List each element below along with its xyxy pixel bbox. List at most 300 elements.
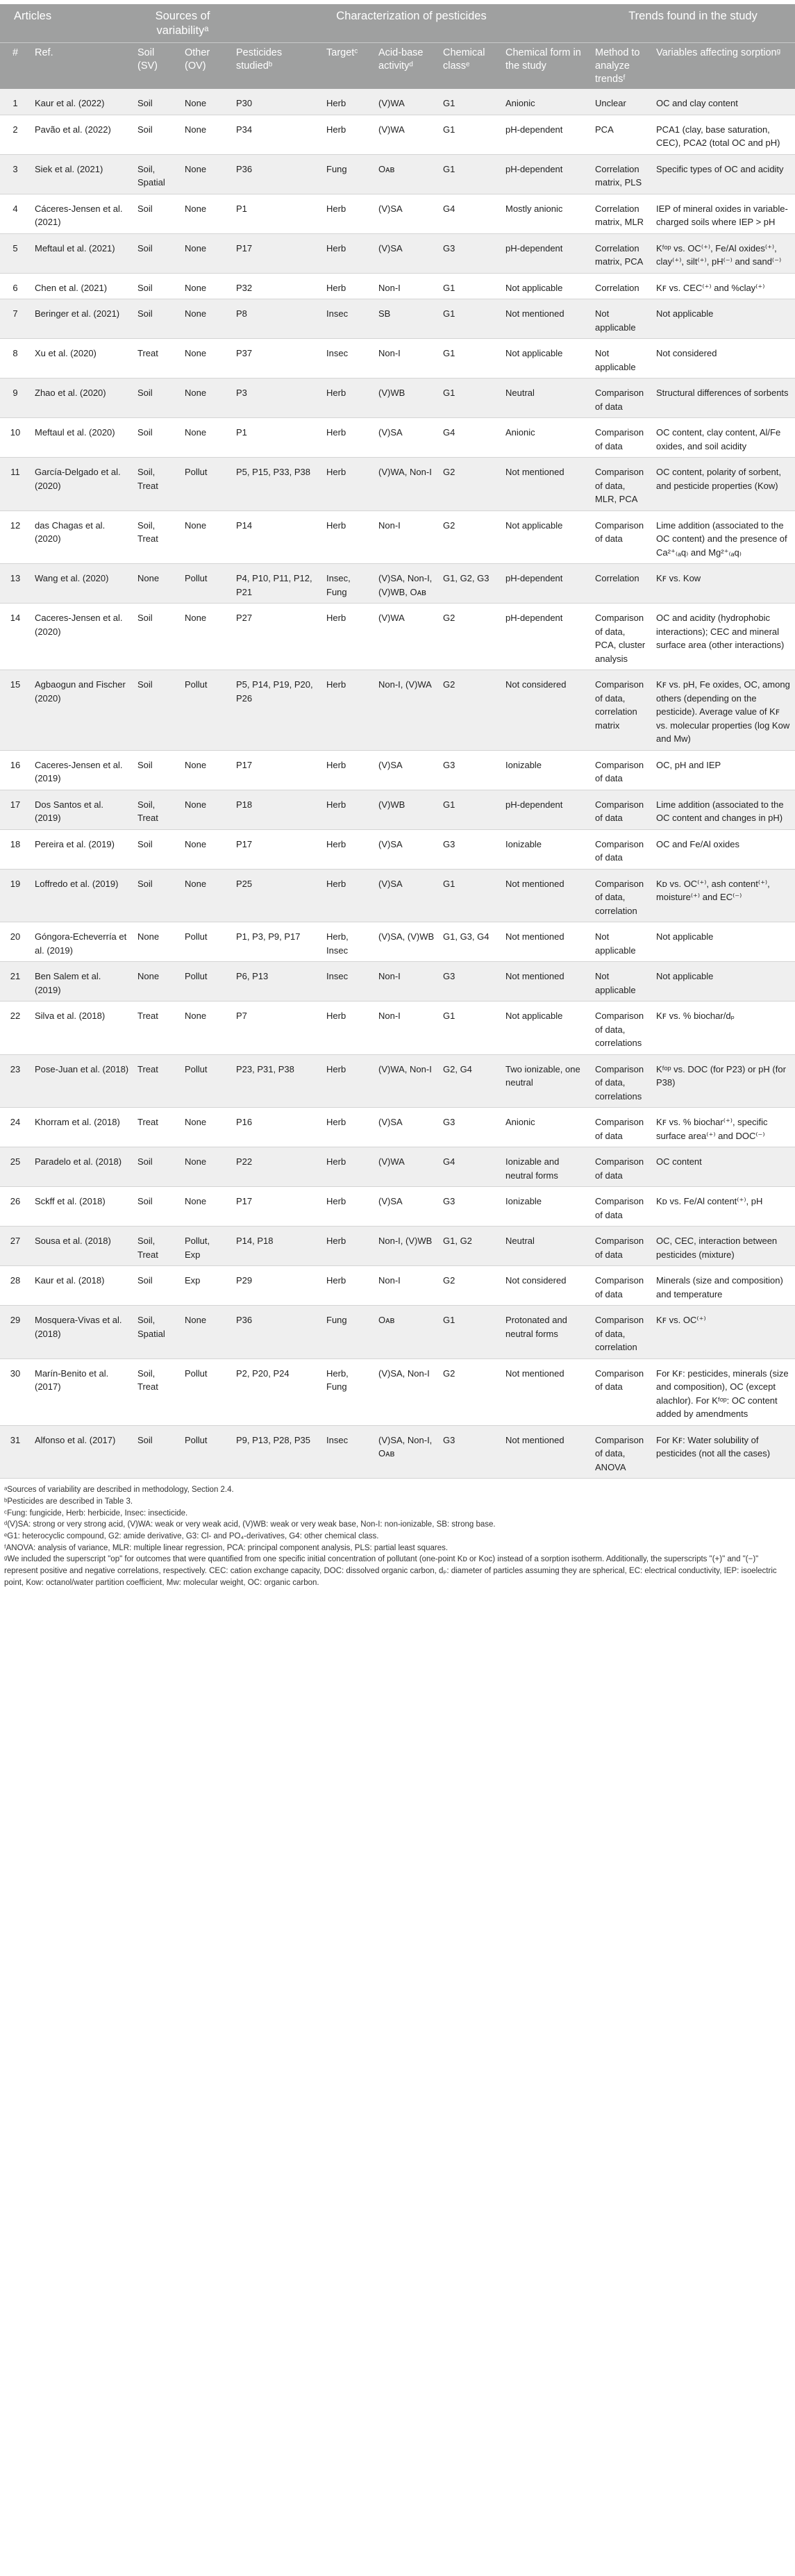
cell-soil: Soil bbox=[133, 829, 181, 869]
cell-chemical-form: pH-dependent bbox=[501, 115, 591, 154]
cell-ref: Kaur et al. (2018) bbox=[31, 1266, 133, 1306]
cell-soil: Soil bbox=[133, 194, 181, 233]
footnote: ᵉG1: heterocyclic compound, G2: amide derivative, G3: Cl- and PO₄-derivatives, G4: other chemical class. bbox=[4, 1532, 379, 1541]
cell-pesticides: P14 bbox=[232, 510, 322, 564]
cell-soil: Soil bbox=[133, 1187, 181, 1227]
cell-method: Comparison of data, ANOVA bbox=[591, 1425, 652, 1479]
cell-variables: Kᶠᵒᵖ vs. OC⁽⁺⁾, Fe/Al oxides⁽⁺⁾, clay⁽⁺⁾, silt⁽⁺⁾, pH⁽⁻⁾ and sand⁽⁻⁾ bbox=[652, 233, 795, 273]
cell-chemical-class: G1 bbox=[439, 299, 501, 339]
cell-variables: Kꜰ vs. CEC⁽⁺⁾ and %clay⁽⁺⁾ bbox=[652, 273, 795, 299]
cell-acid-base: (V)WB bbox=[374, 790, 439, 829]
cell-number: 2 bbox=[0, 115, 31, 154]
cell-chemical-form: Not mentioned bbox=[501, 922, 591, 962]
cell-method: Not applicable bbox=[591, 962, 652, 1002]
col-chemical-form: Chemical form in the study bbox=[501, 42, 591, 89]
header-group-row bbox=[0, 4, 795, 42]
cell-variables: Structural differences of sorbents bbox=[652, 379, 795, 418]
cell-soil: Soil, Treat bbox=[133, 1358, 181, 1425]
cell-other: None bbox=[181, 154, 232, 194]
cell-acid-base: Non-I bbox=[374, 510, 439, 564]
cell-soil: Soil bbox=[133, 299, 181, 339]
cell-acid-base: Oᴀʙ bbox=[374, 1306, 439, 1359]
cell-ref: Khorram et al. (2018) bbox=[31, 1108, 133, 1147]
table-row bbox=[0, 510, 795, 564]
cell-number: 29 bbox=[0, 1306, 31, 1359]
cell-variables: OC, CEC, interaction between pesticides (mixture) bbox=[652, 1227, 795, 1266]
cell-target: Herb bbox=[322, 1054, 374, 1108]
cell-other: None bbox=[181, 604, 232, 670]
table-row bbox=[0, 339, 795, 379]
cell-variables: Lime addition (associated to the OC content) and the presence of Ca²⁺₍ₐq₎ and Mg²⁺₍ₐq₎ bbox=[652, 510, 795, 564]
cell-other: None bbox=[181, 115, 232, 154]
cell-acid-base: (V)SA bbox=[374, 750, 439, 790]
cell-soil: Soil bbox=[133, 115, 181, 154]
cell-method: Correlation bbox=[591, 273, 652, 299]
cell-acid-base: (V)SA bbox=[374, 194, 439, 233]
cell-variables: Kꜰ vs. % biochar/dₚ bbox=[652, 1002, 795, 1055]
cell-variables: Kꜰ vs. Kᴏᴡ bbox=[652, 564, 795, 604]
cell-pesticides: P32 bbox=[232, 273, 322, 299]
table-row bbox=[0, 1054, 795, 1108]
cell-pesticides: P22 bbox=[232, 1147, 322, 1187]
cell-acid-base: Non-I bbox=[374, 273, 439, 299]
cell-chemical-form: Not considered bbox=[501, 670, 591, 751]
cell-acid-base: (V)WA bbox=[374, 1147, 439, 1187]
cell-soil: Treat bbox=[133, 1108, 181, 1147]
cell-method: Not applicable bbox=[591, 339, 652, 379]
cell-variables: Kᴅ vs. OC⁽⁺⁾, ash content⁽⁺⁾, moisture⁽⁺⁾ and EC⁽⁻⁾ bbox=[652, 869, 795, 922]
cell-acid-base: (V)SA bbox=[374, 829, 439, 869]
cell-number: 10 bbox=[0, 418, 31, 458]
cell-soil: Treat bbox=[133, 1002, 181, 1055]
cell-other: Pollut bbox=[181, 1425, 232, 1479]
cell-pesticides: P36 bbox=[232, 1306, 322, 1359]
cell-ref: das Chagas et al. (2020) bbox=[31, 510, 133, 564]
cell-variables: For Kꜰ: Water solubility of pesticides (not all the cases) bbox=[652, 1425, 795, 1479]
col-soil: Soil (SV) bbox=[133, 42, 181, 89]
cell-ref: Marín-Benito et al. (2017) bbox=[31, 1358, 133, 1425]
cell-chemical-form: Protonated and neutral forms bbox=[501, 1306, 591, 1359]
cell-acid-base: Non-I bbox=[374, 962, 439, 1002]
cell-acid-base: (V)WB bbox=[374, 379, 439, 418]
group-articles: Articles bbox=[0, 4, 133, 42]
cell-variables: Kᴅ vs. Fe/Al content⁽⁺⁾, pH bbox=[652, 1187, 795, 1227]
cell-soil: Soil, Spatial bbox=[133, 1306, 181, 1359]
cell-target: Insec bbox=[322, 1425, 374, 1479]
cell-chemical-class: G3 bbox=[439, 750, 501, 790]
cell-other: None bbox=[181, 750, 232, 790]
cell-ref: Meftaul et al. (2021) bbox=[31, 233, 133, 273]
cell-target: Herb bbox=[322, 115, 374, 154]
cell-pesticides: P3 bbox=[232, 379, 322, 418]
col-other: Other (OV) bbox=[181, 42, 232, 89]
cell-soil: Soil bbox=[133, 1425, 181, 1479]
cell-pesticides: P17 bbox=[232, 1187, 322, 1227]
table-row bbox=[0, 1266, 795, 1306]
cell-soil: None bbox=[133, 564, 181, 604]
cell-other: None bbox=[181, 89, 232, 115]
cell-acid-base: (V)WA bbox=[374, 115, 439, 154]
cell-pesticides: P18 bbox=[232, 790, 322, 829]
cell-ref: Ben Salem et al. (2019) bbox=[31, 962, 133, 1002]
table-row bbox=[0, 194, 795, 233]
cell-ref: Beringer et al. (2021) bbox=[31, 299, 133, 339]
cell-method: Not applicable bbox=[591, 299, 652, 339]
cell-chemical-class: G1, G2 bbox=[439, 1227, 501, 1266]
table-row bbox=[0, 1147, 795, 1187]
cell-variables: Lime addition (associated to the OC content and changes in pH) bbox=[652, 790, 795, 829]
cell-ref: Dos Santos et al. (2019) bbox=[31, 790, 133, 829]
table-row bbox=[0, 604, 795, 670]
cell-method: Comparison of data bbox=[591, 379, 652, 418]
cell-acid-base: Non-I bbox=[374, 1002, 439, 1055]
cell-pesticides: P9, P13, P28, P35 bbox=[232, 1425, 322, 1479]
cell-soil: Soil bbox=[133, 233, 181, 273]
cell-acid-base: SB bbox=[374, 299, 439, 339]
cell-ref: Silva et al. (2018) bbox=[31, 1002, 133, 1055]
table-row bbox=[0, 1227, 795, 1266]
cell-soil: Soil, Spatial bbox=[133, 154, 181, 194]
cell-chemical-class: G3 bbox=[439, 233, 501, 273]
cell-ref: Agbaogun and Fischer (2020) bbox=[31, 670, 133, 751]
cell-method: Comparison of data bbox=[591, 510, 652, 564]
cell-chemical-class: G3 bbox=[439, 1425, 501, 1479]
footnote: ᵃSources of variability are described in methodology, Section 2.4. bbox=[4, 1486, 234, 1495]
cell-pesticides: P1 bbox=[232, 418, 322, 458]
cell-number: 19 bbox=[0, 869, 31, 922]
cell-target: Herb bbox=[322, 1187, 374, 1227]
cell-acid-base: (V)SA bbox=[374, 1108, 439, 1147]
cell-other: Pollut bbox=[181, 458, 232, 511]
cell-chemical-class: G1 bbox=[439, 154, 501, 194]
cell-other: None bbox=[181, 1306, 232, 1359]
cell-acid-base: (V)WA, Non-I bbox=[374, 458, 439, 511]
cell-chemical-form: Not applicable bbox=[501, 273, 591, 299]
cell-acid-base: Non-I, (V)WA bbox=[374, 670, 439, 751]
cell-other: Exp bbox=[181, 1266, 232, 1306]
cell-acid-base: Non-I, (V)WB bbox=[374, 1227, 439, 1266]
group-trends: Trends found in the study bbox=[591, 4, 795, 42]
cell-other: None bbox=[181, 1187, 232, 1227]
cell-number: 6 bbox=[0, 273, 31, 299]
cell-soil: None bbox=[133, 962, 181, 1002]
cell-soil: Soil bbox=[133, 750, 181, 790]
cell-pesticides: P29 bbox=[232, 1266, 322, 1306]
cell-ref: Meftaul et al. (2020) bbox=[31, 418, 133, 458]
cell-target: Herb bbox=[322, 1266, 374, 1306]
cell-variables: Not applicable bbox=[652, 922, 795, 962]
cell-method: Correlation matrix, PCA bbox=[591, 233, 652, 273]
cell-pesticides: P1 bbox=[232, 194, 322, 233]
cell-ref: Caceres-Jensen et al. (2020) bbox=[31, 604, 133, 670]
cell-chemical-class: G1 bbox=[439, 273, 501, 299]
cell-method: Not applicable bbox=[591, 922, 652, 962]
cell-chemical-form: pH-dependent bbox=[501, 154, 591, 194]
cell-number: 5 bbox=[0, 233, 31, 273]
cell-ref: Loffredo et al. (2019) bbox=[31, 869, 133, 922]
footnote: ᵈ(V)SA: strong or very strong acid, (V)WA: weak or very weak acid, (V)WB: weak or very weak base, Non-I: non-ionizable, SB: strong base. bbox=[4, 1520, 496, 1529]
cell-method: Comparison of data bbox=[591, 1358, 652, 1425]
cell-target: Herb, Fung bbox=[322, 1358, 374, 1425]
table-body bbox=[0, 89, 795, 1479]
cell-acid-base: Non-I bbox=[374, 339, 439, 379]
cell-acid-base: Oᴀʙ bbox=[374, 154, 439, 194]
cell-method: Comparison of data bbox=[591, 1227, 652, 1266]
cell-number: 26 bbox=[0, 1187, 31, 1227]
col-target: Targetᶜ bbox=[322, 42, 374, 89]
cell-acid-base: (V)SA, Non-I, Oᴀʙ bbox=[374, 1425, 439, 1479]
cell-other: None bbox=[181, 869, 232, 922]
cell-soil: Treat bbox=[133, 339, 181, 379]
cell-target: Herb bbox=[322, 379, 374, 418]
cell-chemical-class: G2 bbox=[439, 670, 501, 751]
cell-method: Comparison of data bbox=[591, 1266, 652, 1306]
cell-ref: Chen et al. (2021) bbox=[31, 273, 133, 299]
cell-variables: OC content, polarity of sorbent, and pesticide properties (Kᴏᴡ) bbox=[652, 458, 795, 511]
cell-other: None bbox=[181, 790, 232, 829]
cell-number: 12 bbox=[0, 510, 31, 564]
cell-other: None bbox=[181, 233, 232, 273]
cell-acid-base: (V)SA bbox=[374, 233, 439, 273]
cell-other: Pollut bbox=[181, 1054, 232, 1108]
table-row bbox=[0, 299, 795, 339]
cell-number: 25 bbox=[0, 1147, 31, 1187]
cell-ref: Alfonso et al. (2017) bbox=[31, 1425, 133, 1479]
cell-pesticides: P16 bbox=[232, 1108, 322, 1147]
cell-chemical-form: Not applicable bbox=[501, 510, 591, 564]
footnotes bbox=[0, 1479, 795, 1591]
cell-soil: Soil bbox=[133, 379, 181, 418]
cell-target: Herb bbox=[322, 510, 374, 564]
cell-chemical-class: G1 bbox=[439, 115, 501, 154]
cell-method: Correlation matrix, PLS bbox=[591, 154, 652, 194]
cell-number: 30 bbox=[0, 1358, 31, 1425]
cell-chemical-class: G2 bbox=[439, 458, 501, 511]
table-row bbox=[0, 750, 795, 790]
cell-target: Herb bbox=[322, 273, 374, 299]
cell-soil: None bbox=[133, 922, 181, 962]
cell-chemical-class: G4 bbox=[439, 1147, 501, 1187]
cell-ref: Mosquera-Vivas et al. (2018) bbox=[31, 1306, 133, 1359]
cell-ref: Kaur et al. (2022) bbox=[31, 89, 133, 115]
col-variables: Variables affecting sorptionᵍ bbox=[652, 42, 795, 89]
table-row bbox=[0, 1358, 795, 1425]
cell-variables: PCA1 (clay, base saturation, CEC), PCA2 (total OC and pH) bbox=[652, 115, 795, 154]
cell-target: Insec bbox=[322, 339, 374, 379]
cell-chemical-form: Anionic bbox=[501, 89, 591, 115]
cell-chemical-form: Not considered bbox=[501, 1266, 591, 1306]
cell-acid-base: (V)WA, Non-I bbox=[374, 1054, 439, 1108]
cell-target: Herb bbox=[322, 1002, 374, 1055]
table-row bbox=[0, 1002, 795, 1055]
cell-number: 18 bbox=[0, 829, 31, 869]
table-row bbox=[0, 115, 795, 154]
cell-pesticides: P4, P10, P11, P12, P21 bbox=[232, 564, 322, 604]
cell-variables: Not applicable bbox=[652, 962, 795, 1002]
cell-variables: IEP of mineral oxides in variable-charged soils where IEP > pH bbox=[652, 194, 795, 233]
cell-other: None bbox=[181, 194, 232, 233]
footnote: ᶜFung: fungicide, Herb: herbicide, Insec: insecticide. bbox=[4, 1509, 188, 1518]
cell-pesticides: P17 bbox=[232, 233, 322, 273]
cell-pesticides: P36 bbox=[232, 154, 322, 194]
cell-chemical-form: Neutral bbox=[501, 1227, 591, 1266]
pesticide-sorption-table bbox=[0, 4, 795, 1479]
cell-target: Insec bbox=[322, 962, 374, 1002]
cell-chemical-class: G1 bbox=[439, 790, 501, 829]
cell-acid-base: Non-I bbox=[374, 1266, 439, 1306]
cell-ref: Sckff et al. (2018) bbox=[31, 1187, 133, 1227]
cell-target: Herb bbox=[322, 750, 374, 790]
cell-variables: Kᶠᵒᵖ vs. DOC (for P23) or pH (for P38) bbox=[652, 1054, 795, 1108]
cell-number: 24 bbox=[0, 1108, 31, 1147]
table-row bbox=[0, 829, 795, 869]
cell-pesticides: P30 bbox=[232, 89, 322, 115]
cell-chemical-form: Ionizable and neutral forms bbox=[501, 1147, 591, 1187]
cell-other: Pollut bbox=[181, 670, 232, 751]
table-row bbox=[0, 1425, 795, 1479]
cell-other: None bbox=[181, 339, 232, 379]
cell-ref: Siek et al. (2021) bbox=[31, 154, 133, 194]
group-sources-of-variability: Sources of variabilityᵃ bbox=[133, 4, 232, 42]
table-row bbox=[0, 1187, 795, 1227]
cell-acid-base: (V)SA bbox=[374, 418, 439, 458]
table-row bbox=[0, 233, 795, 273]
cell-pesticides: P7 bbox=[232, 1002, 322, 1055]
cell-soil: Soil bbox=[133, 1266, 181, 1306]
cell-method: Comparison of data, correlation matrix bbox=[591, 670, 652, 751]
cell-target: Fung bbox=[322, 154, 374, 194]
cell-pesticides: P23, P31, P38 bbox=[232, 1054, 322, 1108]
cell-chemical-class: G3 bbox=[439, 1108, 501, 1147]
cell-number: 1 bbox=[0, 89, 31, 115]
cell-soil: Treat bbox=[133, 1054, 181, 1108]
cell-soil: Soil bbox=[133, 1147, 181, 1187]
cell-acid-base: (V)SA, Non-I, (V)WB, Oᴀʙ bbox=[374, 564, 439, 604]
cell-method: Correlation bbox=[591, 564, 652, 604]
cell-pesticides: P34 bbox=[232, 115, 322, 154]
cell-pesticides: P27 bbox=[232, 604, 322, 670]
cell-method: Comparison of data, correlations bbox=[591, 1002, 652, 1055]
cell-chemical-form: Not mentioned bbox=[501, 458, 591, 511]
table-row bbox=[0, 458, 795, 511]
cell-ref: García-Delgado et al. (2020) bbox=[31, 458, 133, 511]
cell-ref: Cáceres-Jensen et al. (2021) bbox=[31, 194, 133, 233]
col-ref: Ref. bbox=[31, 42, 133, 89]
cell-ref: Pose-Juan et al. (2018) bbox=[31, 1054, 133, 1108]
cell-pesticides: P17 bbox=[232, 829, 322, 869]
cell-soil: Soil, Treat bbox=[133, 458, 181, 511]
cell-other: None bbox=[181, 1002, 232, 1055]
cell-chemical-class: G1 bbox=[439, 89, 501, 115]
cell-chemical-form: Ionizable bbox=[501, 1187, 591, 1227]
cell-chemical-form: Mostly anionic bbox=[501, 194, 591, 233]
cell-acid-base: (V)SA bbox=[374, 1187, 439, 1227]
cell-target: Insec bbox=[322, 299, 374, 339]
cell-soil: Soil, Treat bbox=[133, 510, 181, 564]
cell-chemical-form: Anionic bbox=[501, 1108, 591, 1147]
cell-number: 15 bbox=[0, 670, 31, 751]
cell-number: 14 bbox=[0, 604, 31, 670]
table-row bbox=[0, 418, 795, 458]
table-row bbox=[0, 869, 795, 922]
cell-pesticides: P17 bbox=[232, 750, 322, 790]
group-characterization: Characterization of pesticides bbox=[232, 4, 591, 42]
cell-chemical-form: pH-dependent bbox=[501, 604, 591, 670]
cell-target: Herb bbox=[322, 233, 374, 273]
cell-variables: Not applicable bbox=[652, 299, 795, 339]
table-row bbox=[0, 379, 795, 418]
cell-other: None bbox=[181, 379, 232, 418]
cell-method: Comparison of data, MLR, PCA bbox=[591, 458, 652, 511]
table-row bbox=[0, 962, 795, 1002]
cell-chemical-class: G4 bbox=[439, 194, 501, 233]
cell-method: Comparison of data bbox=[591, 790, 652, 829]
cell-number: 16 bbox=[0, 750, 31, 790]
cell-chemical-form: Not mentioned bbox=[501, 299, 591, 339]
cell-acid-base: (V)WA bbox=[374, 604, 439, 670]
cell-target: Herb bbox=[322, 829, 374, 869]
cell-chemical-form: Not applicable bbox=[501, 339, 591, 379]
cell-chemical-form: Not mentioned bbox=[501, 1425, 591, 1479]
cell-method: Comparison of data, correlation bbox=[591, 1306, 652, 1359]
cell-acid-base: (V)WA bbox=[374, 89, 439, 115]
cell-target: Herb bbox=[322, 458, 374, 511]
cell-ref: Paradelo et al. (2018) bbox=[31, 1147, 133, 1187]
table-row bbox=[0, 1306, 795, 1359]
cell-chemical-class: G2 bbox=[439, 604, 501, 670]
col-method: Method to analyze trendsᶠ bbox=[591, 42, 652, 89]
cell-method: Comparison of data, PCA, cluster analysis bbox=[591, 604, 652, 670]
cell-number: 3 bbox=[0, 154, 31, 194]
table-row bbox=[0, 1108, 795, 1147]
footnote: ᵇPesticides are described in Table 3. bbox=[4, 1497, 133, 1506]
cell-chemical-class: G2 bbox=[439, 1358, 501, 1425]
cell-number: 7 bbox=[0, 299, 31, 339]
cell-other: None bbox=[181, 829, 232, 869]
cell-other: None bbox=[181, 1108, 232, 1147]
cell-number: 22 bbox=[0, 1002, 31, 1055]
cell-chemical-class: G1 bbox=[439, 379, 501, 418]
cell-method: Comparison of data, correlation bbox=[591, 869, 652, 922]
cell-chemical-class: G1 bbox=[439, 1306, 501, 1359]
cell-number: 21 bbox=[0, 962, 31, 1002]
cell-target: Herb, Insec bbox=[322, 922, 374, 962]
cell-soil: Soil bbox=[133, 604, 181, 670]
cell-ref: Xu et al. (2020) bbox=[31, 339, 133, 379]
cell-other: Pollut bbox=[181, 922, 232, 962]
cell-chemical-form: Not mentioned bbox=[501, 869, 591, 922]
cell-method: Comparison of data bbox=[591, 1147, 652, 1187]
cell-target: Herb bbox=[322, 604, 374, 670]
cell-number: 4 bbox=[0, 194, 31, 233]
cell-method: Comparison of data bbox=[591, 750, 652, 790]
cell-variables: OC content bbox=[652, 1147, 795, 1187]
cell-other: None bbox=[181, 299, 232, 339]
col-chemical-class: Chemical classᵉ bbox=[439, 42, 501, 89]
cell-target: Herb bbox=[322, 418, 374, 458]
cell-pesticides: P2, P20, P24 bbox=[232, 1358, 322, 1425]
header-column-row bbox=[0, 42, 795, 89]
cell-chemical-form: Anionic bbox=[501, 418, 591, 458]
footnote: ᵍWe included the superscript "op" for outcomes that were quantified from one specific initial concentration of pollutant (one-point Kᴅ or Kᴏᴄ) instead of a sorption isotherm. Additionally, the superscripts "(+)" and "(−)" represent positive and negative correlations, respectively. CEC: cation exchange capacity, DOC: dissolved organic carbon, dₚ: diameter of particles assuming they are spherical, EC: electrical conductivity, IEP: isoelectric point, Kᴏᴡ: octanol/water partition coefficient, Mᴡ: molecular weight, OC: organic carbon. bbox=[4, 1555, 777, 1587]
cell-pesticides: P1, P3, P9, P17 bbox=[232, 922, 322, 962]
table-row bbox=[0, 273, 795, 299]
cell-variables: OC and clay content bbox=[652, 89, 795, 115]
cell-acid-base: (V)SA bbox=[374, 869, 439, 922]
col-number: # bbox=[0, 42, 31, 89]
cell-chemical-form: pH-dependent bbox=[501, 564, 591, 604]
cell-other: None bbox=[181, 510, 232, 564]
